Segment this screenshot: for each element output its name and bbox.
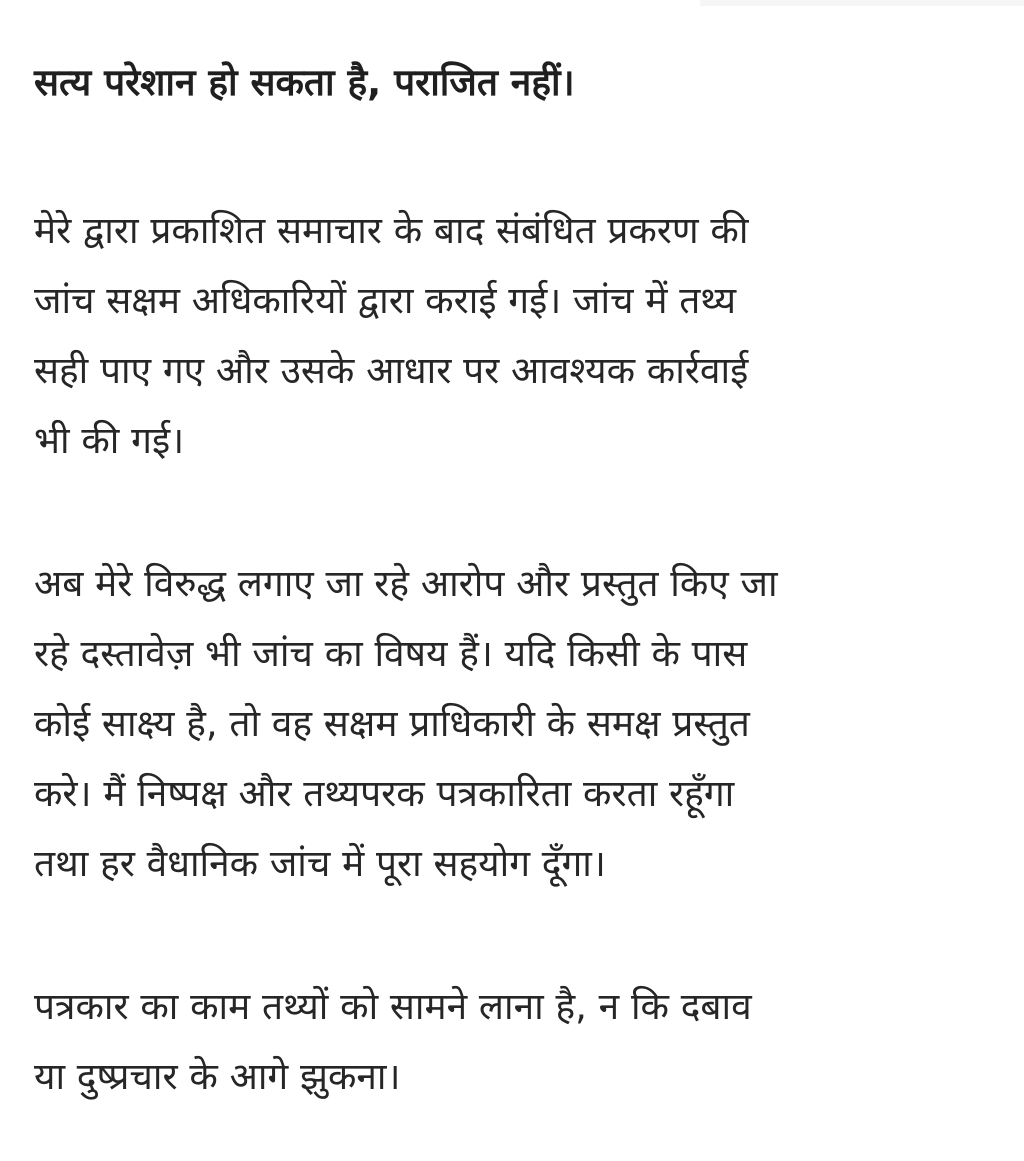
paragraph-3-line-1: पत्रकार का काम तथ्यों को सामने लाना है, न कि दबाव: [34, 985, 752, 1028]
paragraph-2-line-2: रहे दस्तावेज़ भी जांच का विषय हैं। यदि किसी के पास: [34, 632, 748, 675]
paragraph-3-line-2: या दुष्प्रचार के आगे झुकना।: [34, 1055, 401, 1098]
paragraph-1: [34, 196, 994, 476]
paragraph-spacer: [34, 118, 994, 196]
paragraph-2-line-5: तथा हर वैधानिक जांच में पूरा सहयोग दूँगा।: [34, 842, 606, 885]
post-content: [34, 48, 994, 1112]
post-title: सत्य परेशान हो सकता है, पराजित नहीं।: [34, 61, 575, 104]
paragraph-1-line-2: जांच सक्षम अधिकारियों द्वारा कराई गई। जांच में तथ्य: [34, 279, 737, 322]
top-edge-strip: [700, 0, 1024, 6]
paragraph-1-line-3: सही पाए गए और उसके आधार पर आवश्यक कार्रवाई: [34, 349, 749, 392]
paragraph-spacer: [34, 899, 994, 972]
paragraph-3: [34, 972, 994, 1112]
paragraph-spacer: [34, 476, 994, 549]
paragraph-2-line-1: अब मेरे विरुद्ध लगाए जा रहे आरोप और प्रस्तुत किए जा: [34, 562, 778, 605]
paragraph-2-line-3: कोई साक्ष्य है, तो वह सक्षम प्राधिकारी के समक्ष प्रस्तुत: [34, 702, 750, 745]
paragraph-2: [34, 549, 994, 899]
paragraph-1-line-4: भी की गई।: [34, 419, 185, 462]
paragraph-2-line-4: करे। मैं निष्पक्ष और तथ्यपरक पत्रकारिता करता रहूँगा: [34, 772, 735, 815]
paragraph-1-line-1: मेरे द्वारा प्रकाशित समाचार के बाद संबंधित प्रकरण की: [34, 209, 749, 252]
